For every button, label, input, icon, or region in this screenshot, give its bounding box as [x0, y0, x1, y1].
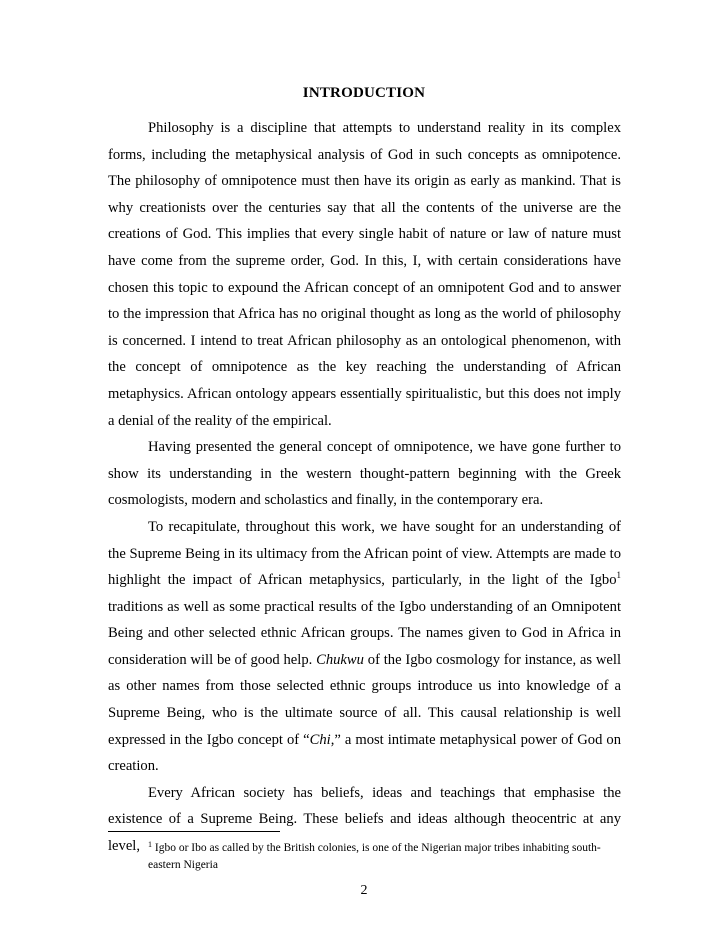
paragraph-3-text-3: of the Igbo cosmology for instance, as well as other names from those selected ethnic groups introduce us into knowledge of a Supreme Being, who is the ultimate source of all. This causal relationship is well expressed in the Igbo concept of “ — [108, 651, 622, 748]
footnote-text: Igbo or Ibo as called by the British colonies, is one of the Nigerian major tribes inhabiting south-eastern Nigeria — [148, 842, 601, 871]
italic-term-chi: Chi — [309, 731, 331, 748]
paragraph-3 — [108, 514, 621, 780]
paragraph-2: Having presented the general concept of omnipotence, we have gone further to show its understanding in the western thought-pattern beginning with the Greek cosmologists, modern and scholastics and finally, in the contemporary era. — [108, 439, 621, 509]
italic-term-chukwu: Chukwu — [316, 651, 364, 668]
paragraph-3-text-4: ,” a most intimate metaphysical power of God on creation. — [108, 731, 622, 775]
paragraph-3-text-1: To recapitulate, throughout this work, we have sought for an understanding of the Supreme Being in its ultimacy from the African point of view. Attempts are made to highlight the impact of African metaphysics, particularly, in the light of the Igbo — [108, 518, 621, 589]
paragraph-4: Every African society has beliefs, ideas and teachings that emphasise the existence of a Supreme Being. These beliefs and ideas although theocentric at any level, — [108, 784, 621, 855]
paragraph-1: Philosophy is a discipline that attempts to understand reality in its complex forms, including the metaphysical analysis of God in such concepts as omnipotence. The philosophy of omnipotence must then have its origin as early as mankind. That is why creationists over the centuries say that all the contents of the universe are the creations of God. This implies that every single habit of nature or law of nature must have come from the supreme order, God. In this, I, with certain considerations have chosen this topic to expound the African concept of an omnipotent God and to answer to the impression that Africa has no original thought as long as the world of philosophy is concerned. I intend to treat African philosophy as an ontological phenomenon, with the concept of omnipotence as the key reaching the understanding of African metaphysics. African ontology appears essentially spiritualistic, but this does not imply a denial of the reality of the empirical. — [108, 120, 621, 429]
footnote-reference: 1 — [616, 570, 621, 581]
footnote-marker: 1 — [148, 840, 152, 849]
page-number: 2 — [360, 883, 368, 898]
paragraph-3-text-2: traditions as well as some practical results of the Igbo understanding of an Omnipotent Being and other selected ethnic African groups. The names given to God in Africa in consideration will be of good help. — [108, 598, 621, 668]
footnote-separator — [108, 831, 280, 832]
footnote — [148, 840, 623, 874]
page-title: INTRODUCTION — [302, 85, 426, 101]
body-text — [108, 115, 621, 860]
